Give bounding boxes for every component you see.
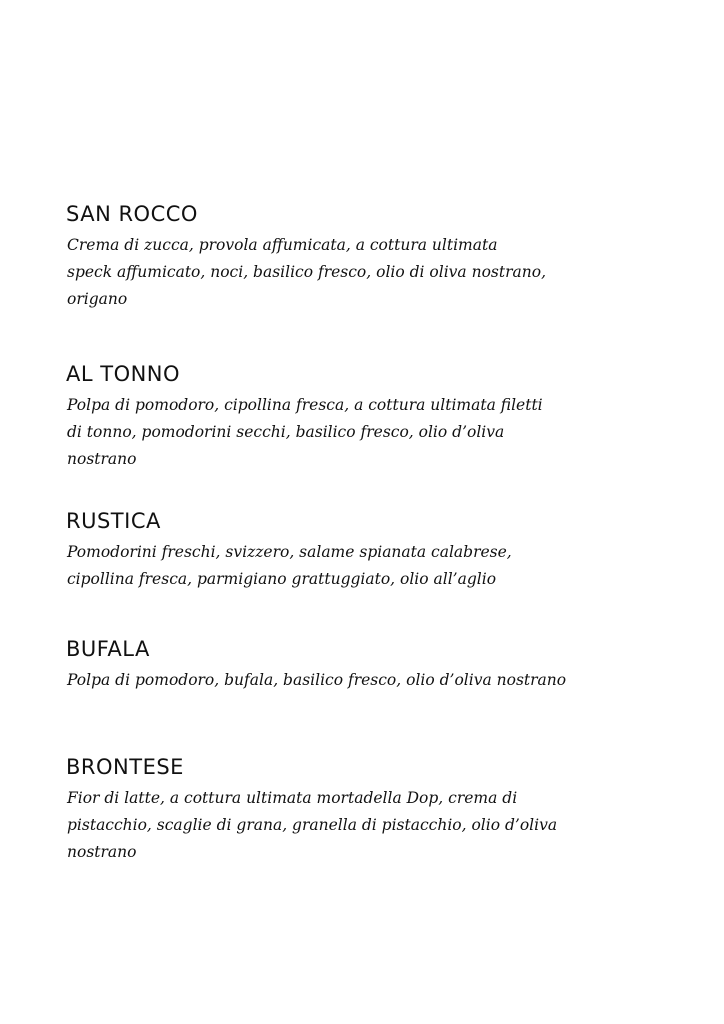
item-name: SAN ROCCO xyxy=(66,202,198,226)
item-name: BRONTESE xyxy=(66,755,184,779)
item-description xyxy=(67,392,686,473)
description-line: Pomodorini freschi, svizzero, salame spianata calabrese, xyxy=(67,543,512,561)
item-description xyxy=(67,232,686,313)
description-line: Fior di latte, a cottura ultimata mortadella Dop, crema di xyxy=(67,789,518,807)
item-description xyxy=(67,785,686,866)
menu-item-bufala xyxy=(66,635,686,694)
description-line: origano xyxy=(67,290,128,308)
item-description xyxy=(67,539,686,593)
description-line: Polpa di pomodoro, bufala, basilico fresco, olio d’oliva nostrano xyxy=(67,671,567,689)
description-line: Crema di zucca, provola affumicata, a cottura ultimata xyxy=(67,236,498,254)
description-line: cipollina fresca, parmigiano grattuggiato, olio all’aglio xyxy=(67,570,497,588)
description-line: pistacchio, scaglie di grana, granella di pistacchio, olio d’oliva xyxy=(67,816,558,834)
item-name: BUFALA xyxy=(66,637,150,661)
item-name: RUSTICA xyxy=(66,509,161,533)
description-line: di tonno, pomodorini secchi, basilico fresco, olio d’oliva xyxy=(67,423,505,441)
menu-item-brontese xyxy=(66,753,686,866)
description-line: nostrano xyxy=(67,450,137,468)
description-line: Polpa di pomodoro, cipollina fresca, a cottura ultimata filetti xyxy=(67,396,543,414)
menu-item-rustica xyxy=(66,507,686,593)
menu-item-al-tonno xyxy=(66,360,686,473)
item-name: AL TONNO xyxy=(66,362,181,386)
description-line: speck affumicato, noci, basilico fresco, olio di oliva nostrano, xyxy=(67,263,546,281)
description-line: nostrano xyxy=(67,843,137,861)
menu-item-san-rocco xyxy=(66,200,686,313)
item-description xyxy=(67,667,686,694)
